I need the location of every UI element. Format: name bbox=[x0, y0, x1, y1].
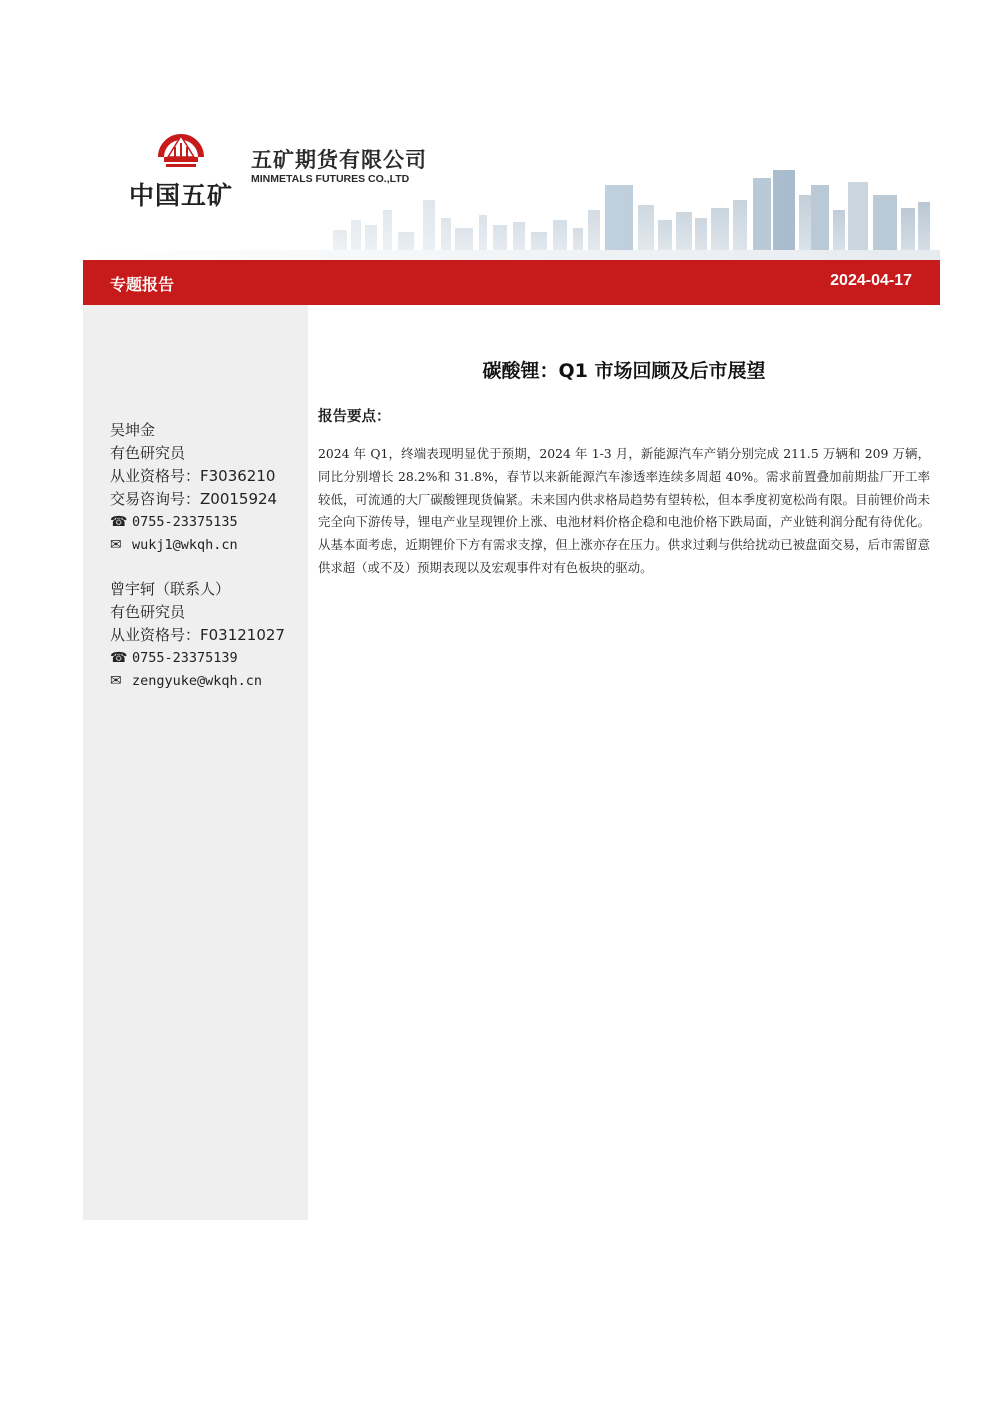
summary-heading: 报告要点： bbox=[318, 409, 391, 425]
analyst-card bbox=[110, 419, 277, 557]
analyst-consulting-number: 交易咨询号：Z0015924 bbox=[110, 490, 278, 508]
report-header bbox=[83, 100, 940, 260]
phone-icon: ☎ bbox=[110, 650, 128, 666]
analyst-role: 有色研究员 bbox=[110, 603, 186, 621]
analyst-email[interactable]: wukj1@wkqh.cn bbox=[132, 537, 238, 553]
report-type-banner bbox=[83, 260, 940, 305]
summary-paragraph: 2024 年 Q1，终端表现明显优于预期，2024 年 1-3 月，新能源汽车产销分别完成 211.5 万辆和 209 万辆，同比分别增长 28.2%和 31.8%，春节以来新能源汽车渗透率连续多周超 40%。需求前置叠加前期盐厂开工率较低，可流通的大厂碳酸锂现货偏紧。未来国内供求格局趋势有望转松，但本季度初宽松尚有限。目前锂价尚未完全向下游传导，锂电产业呈现锂价上涨、电池材料价格企稳和电池价格下跌局面，产业链利润分配有待优化。从基本面考虑，近期锂价下方有需求支撑，但上涨亦存在压力。供求过剩与供给扰动已被盘面交易，后市需留意供求超（或不及）预期表现以及宏观事件对有色板块的驱动。 bbox=[318, 446, 930, 575]
company-name-cn: 五矿期货有限公司 bbox=[251, 148, 427, 172]
minmetals-emblem-icon bbox=[158, 127, 204, 173]
analyst-phone: 0755-23375139 bbox=[132, 650, 238, 666]
company-name-en: MINMETALS FUTURES CO.,LTD bbox=[251, 173, 410, 185]
analyst-email[interactable]: zengyuke@wkqh.cn bbox=[132, 673, 263, 689]
analyst-role: 有色研究员 bbox=[110, 444, 186, 462]
analyst-card bbox=[110, 578, 285, 693]
report-date: 2024-04-17 bbox=[830, 272, 912, 289]
analyst-sidebar bbox=[83, 305, 308, 1220]
analyst-qualification: 从业资格号：F03121027 bbox=[110, 626, 285, 644]
report-type-label: 专题报告 bbox=[110, 275, 175, 294]
analyst-email-row[interactable] bbox=[110, 670, 285, 693]
analyst-qualification: 从业资格号：F3036210 bbox=[110, 467, 276, 485]
envelope-icon: ✉ bbox=[110, 537, 122, 553]
analyst-phone-row bbox=[110, 647, 285, 670]
analyst-name: 吴坤金 bbox=[110, 421, 156, 439]
analyst-phone: 0755-23375135 bbox=[132, 514, 238, 530]
analyst-email-row[interactable] bbox=[110, 534, 277, 557]
envelope-icon: ✉ bbox=[110, 673, 122, 689]
analyst-phone-row bbox=[110, 511, 277, 534]
analyst-name: 曾宇轲（联系人） bbox=[110, 580, 231, 598]
report-title: 碳酸锂：Q1 市场回顾及后市展望 bbox=[482, 360, 766, 382]
logo-wordmark: 中国五矿 bbox=[129, 181, 234, 210]
phone-icon: ☎ bbox=[110, 514, 128, 530]
